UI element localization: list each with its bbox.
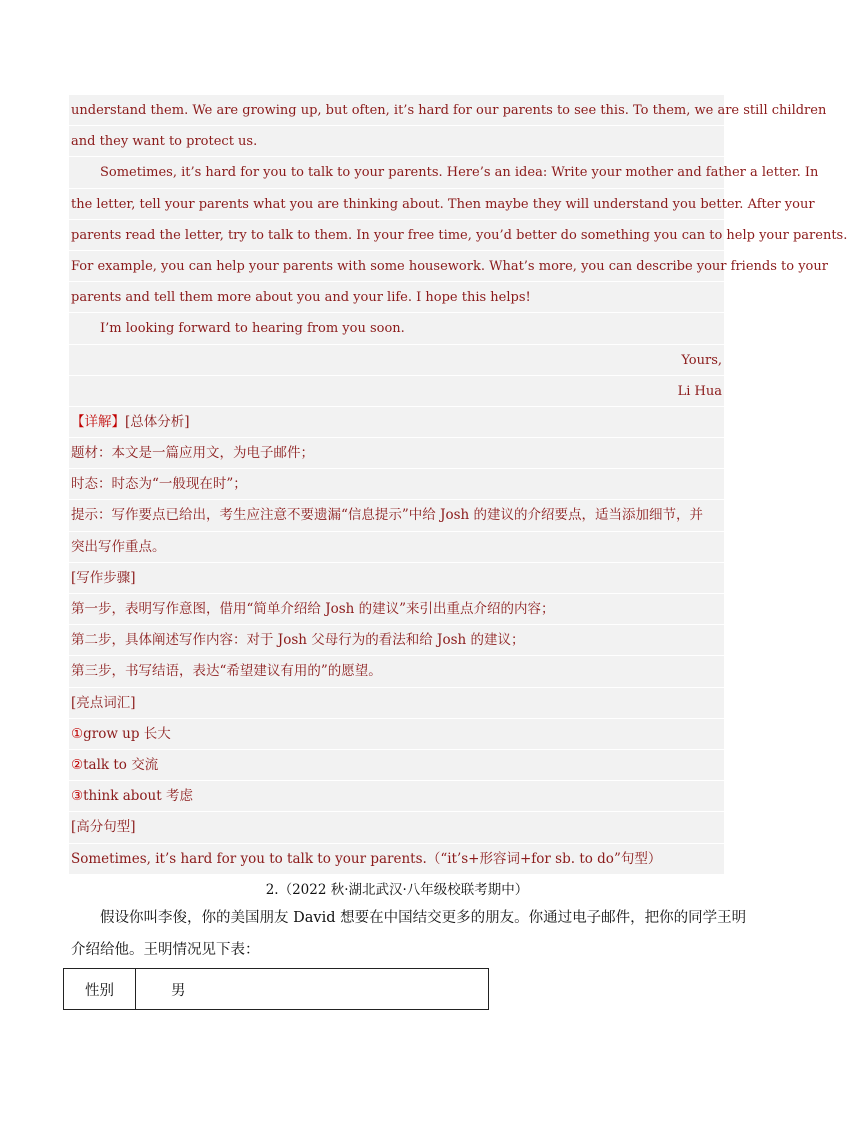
prompt-line: 假设你叫李俊，你的美国朋友 David 想要在中国结交更多的朋友。你通过电子邮件，把你的同学王明 [100,910,747,926]
letter-line: parents and tell them more about you and your life. I hope this helps! [69,282,724,313]
detail-mark: 【详解】 [71,413,125,430]
sentence-heading: [高分句型] [69,812,724,843]
step-1: 第一步，表明写作意图，借用“简单介绍给 Josh 的建议”来引出重点介绍的内容； [69,594,724,625]
question-source: （2022 秋·湖北武汉·八年级校联考期中） [278,882,529,898]
vocab-item [69,750,724,781]
letter-line: Sometimes, it’s hard for you to talk to your parents. Here’s an idea: Write your mother and father a letter. In [69,157,724,188]
vocab-text: think about 考虑 [83,788,193,805]
step-2: 第二步，具体阐述写作内容：对于 Josh 父母行为的看法和给 Josh 的建议； [69,625,724,656]
vocab-number: ③ [71,788,84,805]
question-number: 2. [265,882,279,898]
analysis-tense: 时态：时态为“一般现在时”； [69,469,724,500]
letter-line: I’m looking forward to hearing from you soon. [69,313,724,344]
letter-closing: Yours, [69,345,724,376]
steps-heading: [写作步骤] [69,563,724,594]
table-value: 男 [136,969,489,1010]
table-row [64,969,489,1010]
vocab-text: talk to 交流 [83,756,159,773]
vocab-number: ② [71,756,84,773]
question-prompt [71,902,747,966]
table-key: 性别 [64,969,136,1010]
letter-line: and they want to protect us. [69,126,724,157]
letter-line: parents read the letter, try to talk to them. In your free time, you’d better do something you can to help your parents. [69,220,724,251]
question-header [0,878,794,902]
analysis-topic: 题材：本文是一篇应用文，为电子邮件； [69,438,724,469]
answer-block [69,95,847,875]
vocab-heading: [亮点词汇] [69,688,724,719]
analysis-tip: 提示：写作要点已给出，考生应注意不要遗漏“信息提示”中给 Josh 的建议的介绍要点，适当添加细节，并 [69,500,724,531]
vocab-item [69,719,724,750]
vocab-text: grow up 长大 [83,725,171,742]
letter-line: understand them. We are growing up, but often, it’s hard for our parents to see this. To them, we are still children [69,95,724,126]
prompt-line: 介绍给他。王明情况见下表： [71,942,260,958]
vocab-item [69,781,724,812]
vocab-number: ① [71,725,84,742]
info-table [63,968,489,1010]
overall-heading: [总体分析] [125,413,190,430]
letter-signature: Li Hua [69,376,724,407]
step-3: 第三步，书写结语，表达“希望建议有用的”的愿望。 [69,656,724,687]
analysis-tip-cont: 突出写作重点。 [69,532,724,563]
analysis-heading [69,407,724,438]
sentence-pattern: Sometimes, it’s hard for you to talk to your parents.（“it’s+形容词+for sb. to do”句型） [69,844,724,875]
letter-line: the letter, tell your parents what you are thinking about. Then maybe they will understand you better. After your [69,189,724,220]
letter-line: For example, you can help your parents with some housework. What’s more, you can describe your friends to your [69,251,724,282]
